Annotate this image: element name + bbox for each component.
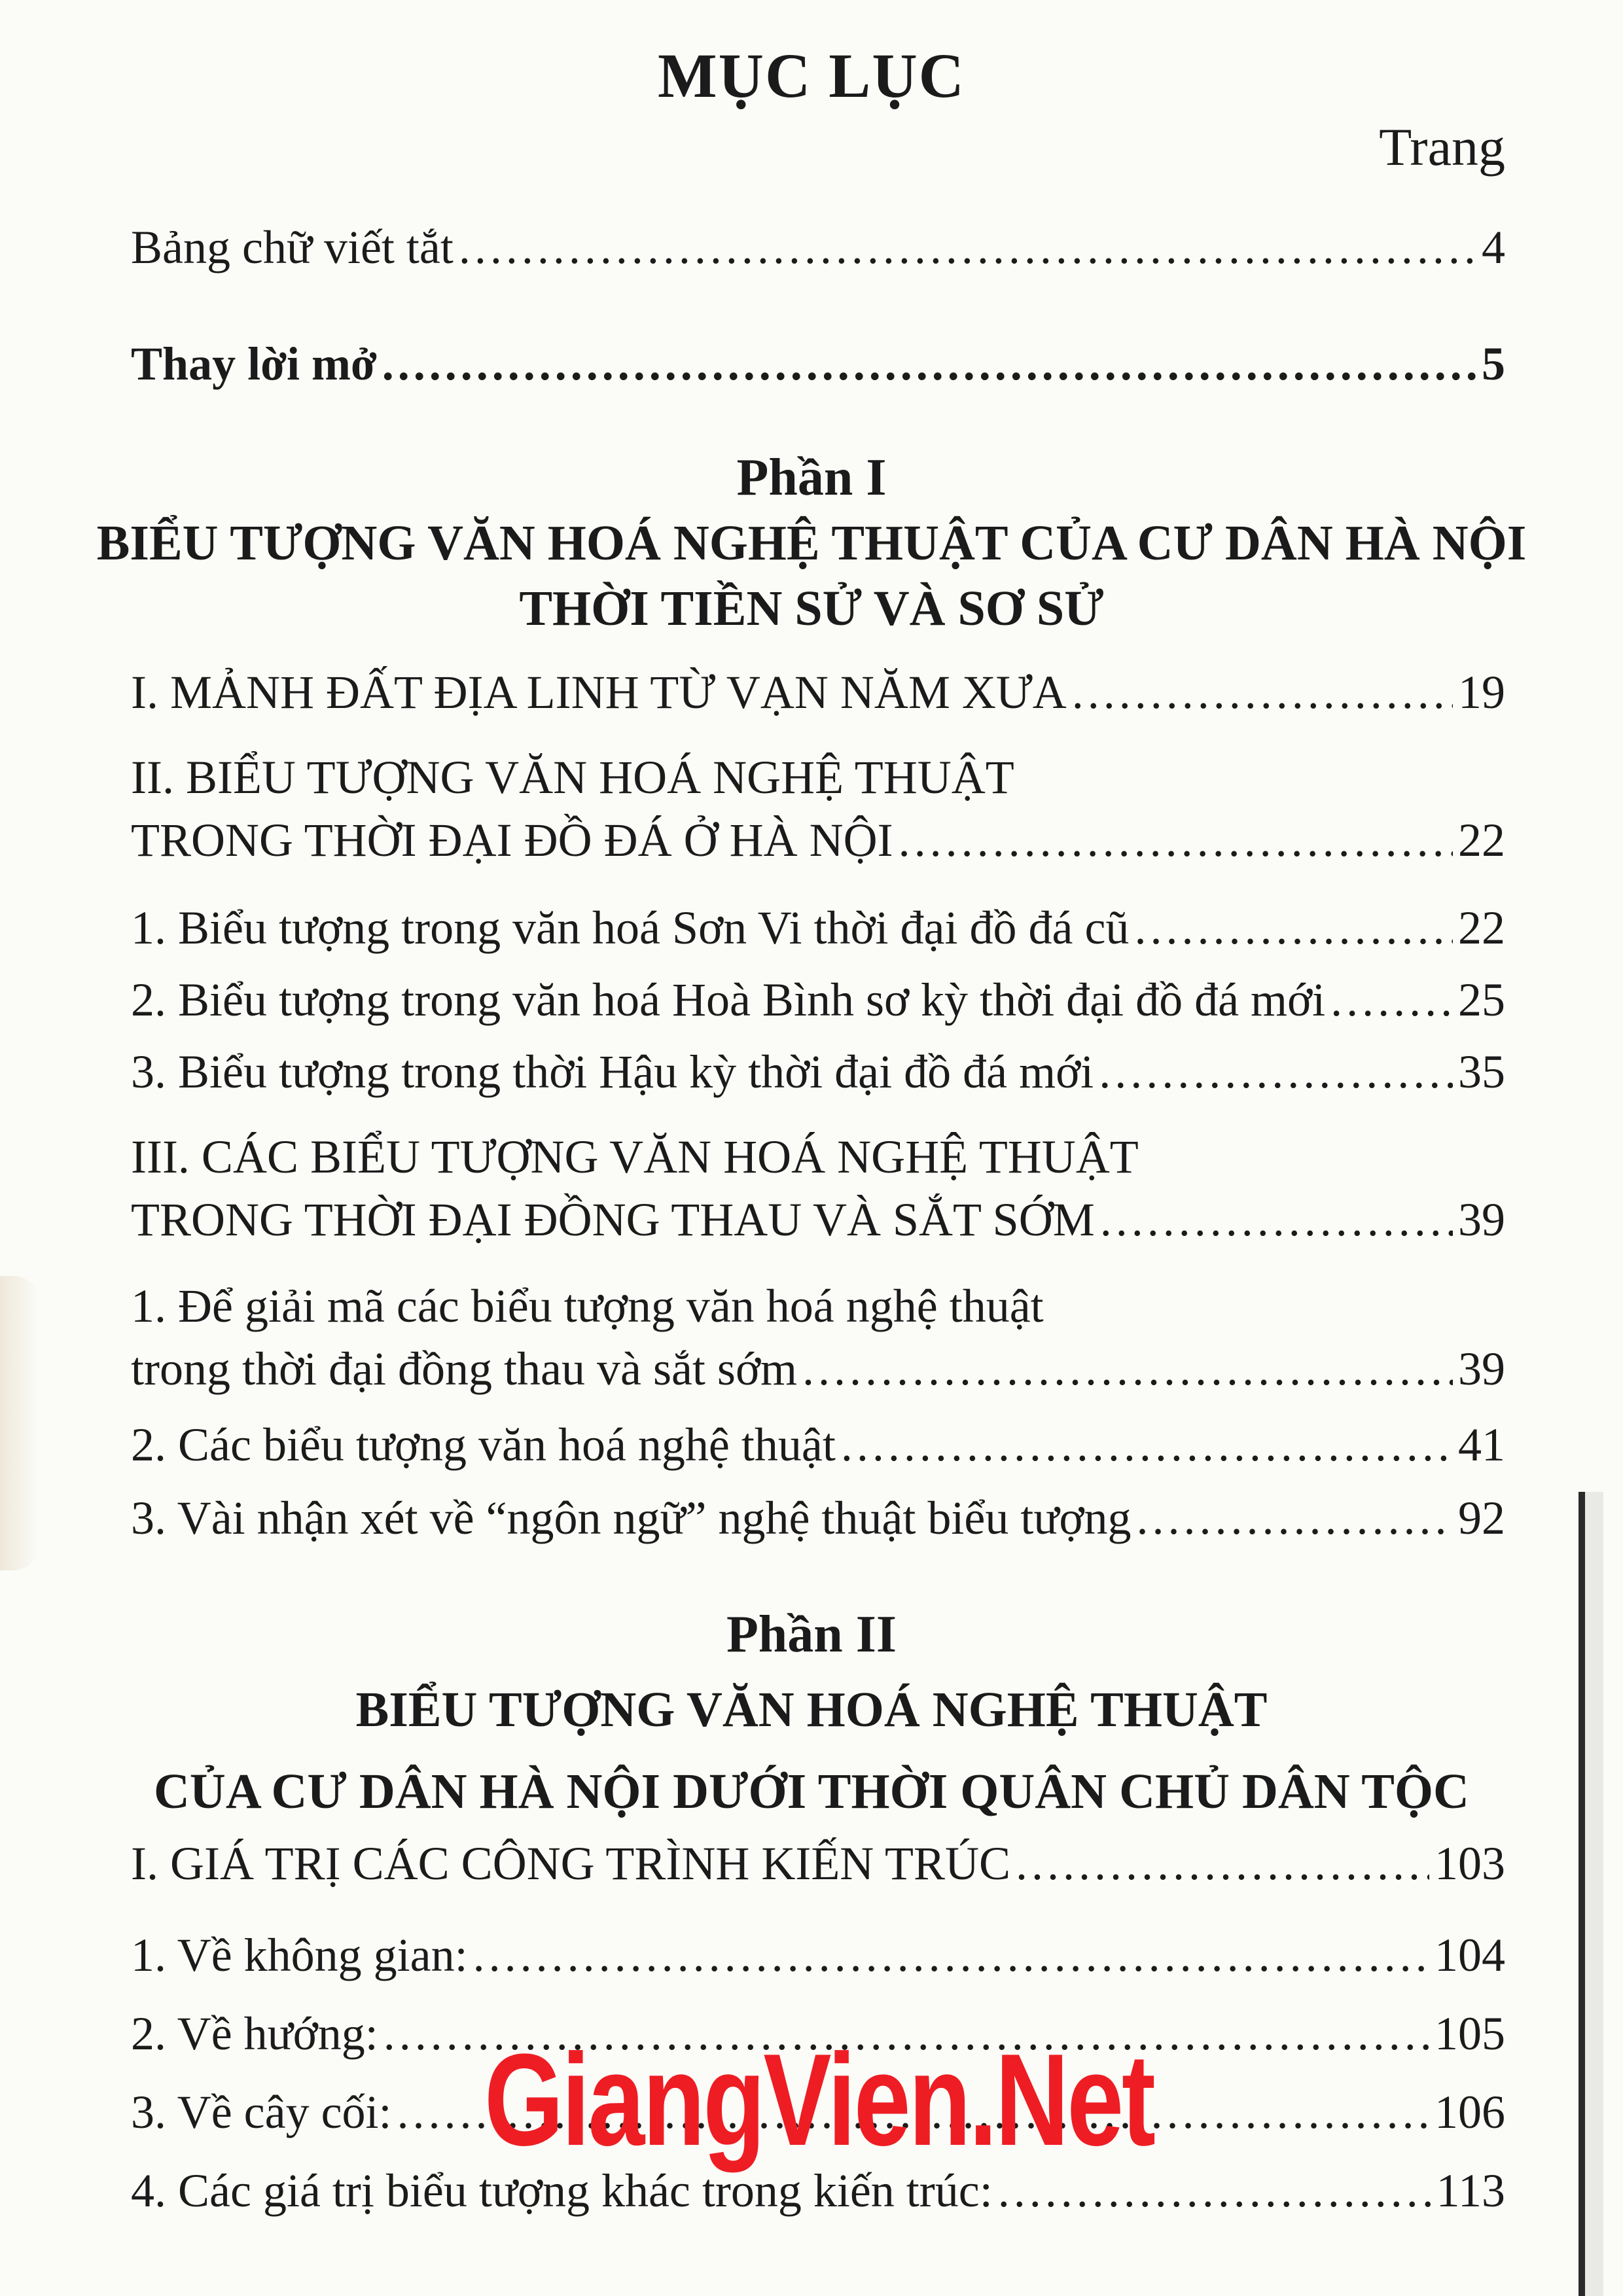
toc-entry-label: TRONG THỜI ĐẠI ĐỒ ĐÁ Ở HÀ NỘI — [131, 814, 893, 866]
book-spine-edge — [1578, 1492, 1585, 2296]
toc-entry-label: I. GIÁ TRỊ CÁC CÔNG TRÌNH KIẾN TRÚC — [131, 1837, 1011, 1890]
toc-entry-page: 39 — [1458, 1193, 1505, 1246]
toc-entry-label: 4. Các giá trị biểu tượng khác trong kiến trúc: — [131, 2164, 993, 2217]
part-2-label: Phần II — [726, 1606, 897, 1663]
toc-entry-first-line: III. CÁC BIỂU TƯỢNG VĂN HOÁ NGHỆ THUẬT — [131, 1131, 1139, 1183]
toc-entry-label: I. MẢNH ĐẤT ĐỊA LINH TỪ VẠN NĂM XƯA — [131, 666, 1067, 718]
toc-entry-page: 22 — [1458, 814, 1505, 866]
dot-leader — [1072, 661, 1453, 724]
toc-entry-label: 2. Các biểu tượng văn hoá nghệ thuật — [131, 1419, 836, 1471]
part-1-label: Phần I — [736, 449, 887, 506]
toc-entry-label: Thay lời mở — [131, 338, 377, 390]
toc-entry — [131, 1413, 1505, 1476]
part-2-heading — [0, 1602, 1623, 1831]
part-1-heading — [0, 445, 1623, 641]
toc-entry — [131, 661, 1505, 724]
dot-leader — [841, 1413, 1453, 1476]
part-2-title-line-1: BIỂU TƯỢNG VĂN HOÁ NGHỆ THUẬT — [355, 1682, 1268, 1737]
part-1-title-line-1: BIỂU TƯỢNG VĂN HOÁ NGHỆ THUẬT CỦA CƯ DÂN HÀ NỘI — [96, 516, 1527, 571]
toc-entry-abbreviations — [131, 216, 1505, 279]
toc-entry-page: 106 — [1435, 2086, 1505, 2138]
toc-entry — [131, 1924, 1505, 1987]
toc-entry — [131, 1040, 1505, 1103]
page-edge-shadow — [0, 1276, 39, 1570]
toc-entry-label: 1. Biểu tượng trong văn hoá Sơn Vi thời đại đồ đá cũ — [131, 902, 1130, 954]
toc-entry-page: 4 — [1482, 221, 1505, 274]
toc-entry — [131, 1832, 1505, 1895]
toc-entry-label: TRONG THỜI ĐẠI ĐỒNG THAU VÀ SẮT SỚM — [131, 1193, 1095, 1246]
toc-entry — [131, 896, 1505, 959]
page-column-header: Trang — [1379, 117, 1505, 177]
page-title: MỤC LỤC — [658, 41, 965, 111]
toc-entry-page: 25 — [1458, 974, 1505, 1026]
toc-entry — [131, 1487, 1505, 1549]
toc-entry-page: 39 — [1458, 1343, 1505, 1395]
dot-leader — [1099, 1040, 1453, 1103]
dot-leader — [1134, 896, 1453, 959]
toc-entry-page: 92 — [1458, 1492, 1505, 1544]
toc-entry — [131, 746, 1505, 872]
toc-entry-first-line: II. BIỂU TƯỢNG VĂN HOÁ NGHỆ THUẬT — [131, 751, 1014, 804]
toc-entry-page: 104 — [1435, 1929, 1505, 1981]
dot-leader — [459, 216, 1476, 279]
toc-entry-page: 113 — [1436, 2164, 1505, 2217]
toc-entry — [131, 1125, 1505, 1251]
toc-entry-page: 5 — [1482, 338, 1505, 390]
toc-entry-page: 105 — [1435, 2007, 1505, 2060]
toc-entry-label: 2. Biểu tượng trong văn hoá Hoà Bình sơ kỳ thời đại đồ đá mới — [131, 974, 1326, 1026]
toc-entry-page: 41 — [1458, 1419, 1505, 1471]
toc-entry-label: trong thời đại đồng thau và sắt sớm — [131, 1343, 798, 1395]
toc-entry-label: Bảng chữ viết tắt — [131, 221, 454, 274]
dot-leader — [802, 1337, 1453, 1400]
book-spine-shadow — [1585, 1492, 1603, 2296]
toc-entry — [131, 968, 1505, 1031]
toc-entry-page: 35 — [1458, 1046, 1505, 1098]
toc-entry-label: 1. Về không gian: — [131, 1929, 468, 1981]
toc-entry-label: 3. Vài nhận xét về “ngôn ngữ” nghệ thuật biểu tượng — [131, 1492, 1132, 1544]
dot-leader — [899, 809, 1453, 872]
dot-leader — [1330, 968, 1453, 1031]
toc-entry-page: 19 — [1458, 666, 1505, 718]
toc-entry-label: 3. Về cây cối: — [131, 2086, 392, 2138]
toc-entry-page: 103 — [1435, 1837, 1505, 1890]
toc-entry-first-line: 1. Để giải mã các biểu tượng văn hoá nghệ thuật — [131, 1280, 1044, 1332]
toc-entry-preface — [131, 332, 1505, 395]
toc-entry-label: 2. Về hướng: — [131, 2007, 378, 2060]
watermark-logo: GiangVien.Net — [484, 2027, 1154, 2173]
dot-leader — [473, 1924, 1429, 1987]
toc-entry — [131, 1275, 1505, 1400]
toc-entry-label: 3. Biểu tượng trong thời Hậu kỳ thời đại đồ đá mới — [131, 1046, 1094, 1098]
dot-leader — [1016, 1832, 1429, 1895]
dot-leader — [1136, 1487, 1453, 1549]
part-2-title-line-2: CỦA CƯ DÂN HÀ NỘI DƯỚI THỜI QUÂN CHỦ DÂN TỘC — [154, 1764, 1469, 1819]
toc-entry-page: 22 — [1458, 902, 1505, 954]
dot-leader — [1100, 1188, 1453, 1251]
part-1-title-line-2: THỜI TIỀN SỬ VÀ SƠ SỬ — [519, 581, 1104, 636]
dot-leader — [382, 332, 1476, 395]
